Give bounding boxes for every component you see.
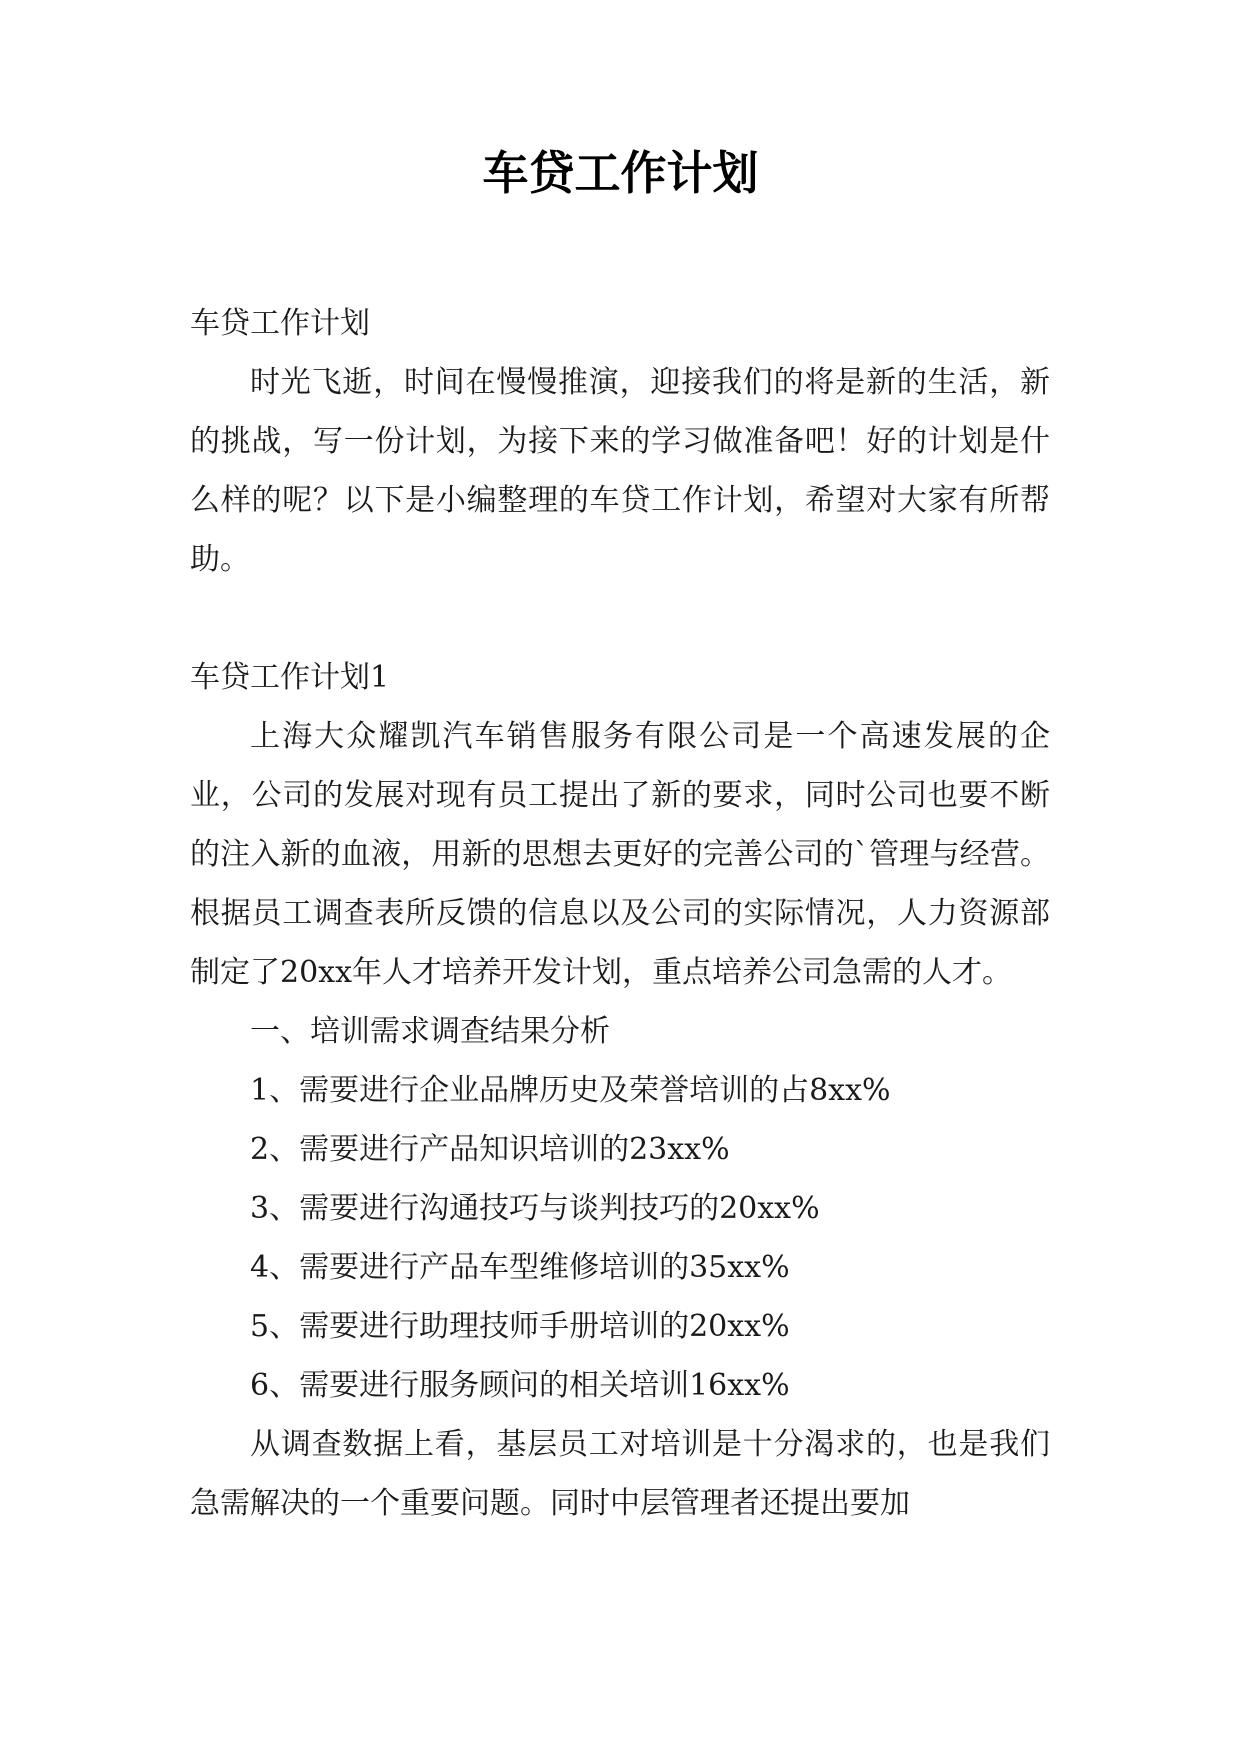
survey-item-4: 4、需要进行产品车型维修培训的35xx% <box>250 1250 790 1285</box>
survey-item-1: 1、需要进行企业品牌历史及荣誉培训的占8xx% <box>250 1073 891 1108</box>
section-paragraph: 上海大众耀凯汽车销售服务有限公司是一个高速发展的企业，公司的发展对现有员工提出了新的要求，同时公司也要不断的注入新的血液，用新的思想去更好的完善公司的`管理与经营。根据员工调查表所反馈的信息以及公司的实际情况，人力资源部制定了20xx年人才培养开发计划，重点培养公司急需的人才。 <box>190 719 1050 990</box>
survey-item-3: 3、需要进行沟通技巧与谈判技巧的20xx% <box>250 1191 820 1226</box>
document-body <box>190 294 1050 1533</box>
conclusion-paragraph: 从调查数据上看，基层员工对培训是十分渴求的，也是我们急需解决的一个重要问题。同时中层管理者还提出要加 <box>190 1427 1050 1521</box>
survey-heading: 一、培训需求调查结果分析 <box>250 1014 610 1049</box>
survey-item-6: 6、需要进行服务顾问的相关培训16xx% <box>250 1368 790 1403</box>
document-title: 车贷工作计划 <box>482 146 759 200</box>
survey-item-5: 5、需要进行助理技师手册培训的20xx% <box>250 1309 790 1344</box>
intro-paragraph: 时光飞逝，时间在慢慢推演，迎接我们的将是新的生活，新的挑战，写一份计划，为接下来的学习做准备吧！好的计划是什么样的呢？以下是小编整理的车贷工作计划，希望对大家有所帮助。 <box>190 365 1050 577</box>
section-heading: 车贷工作计划1 <box>190 660 390 695</box>
paragraph-spacer <box>190 589 1050 648</box>
survey-item-2: 2、需要进行产品知识培训的23xx% <box>250 1132 730 1167</box>
document-subtitle: 车贷工作计划 <box>190 306 370 341</box>
